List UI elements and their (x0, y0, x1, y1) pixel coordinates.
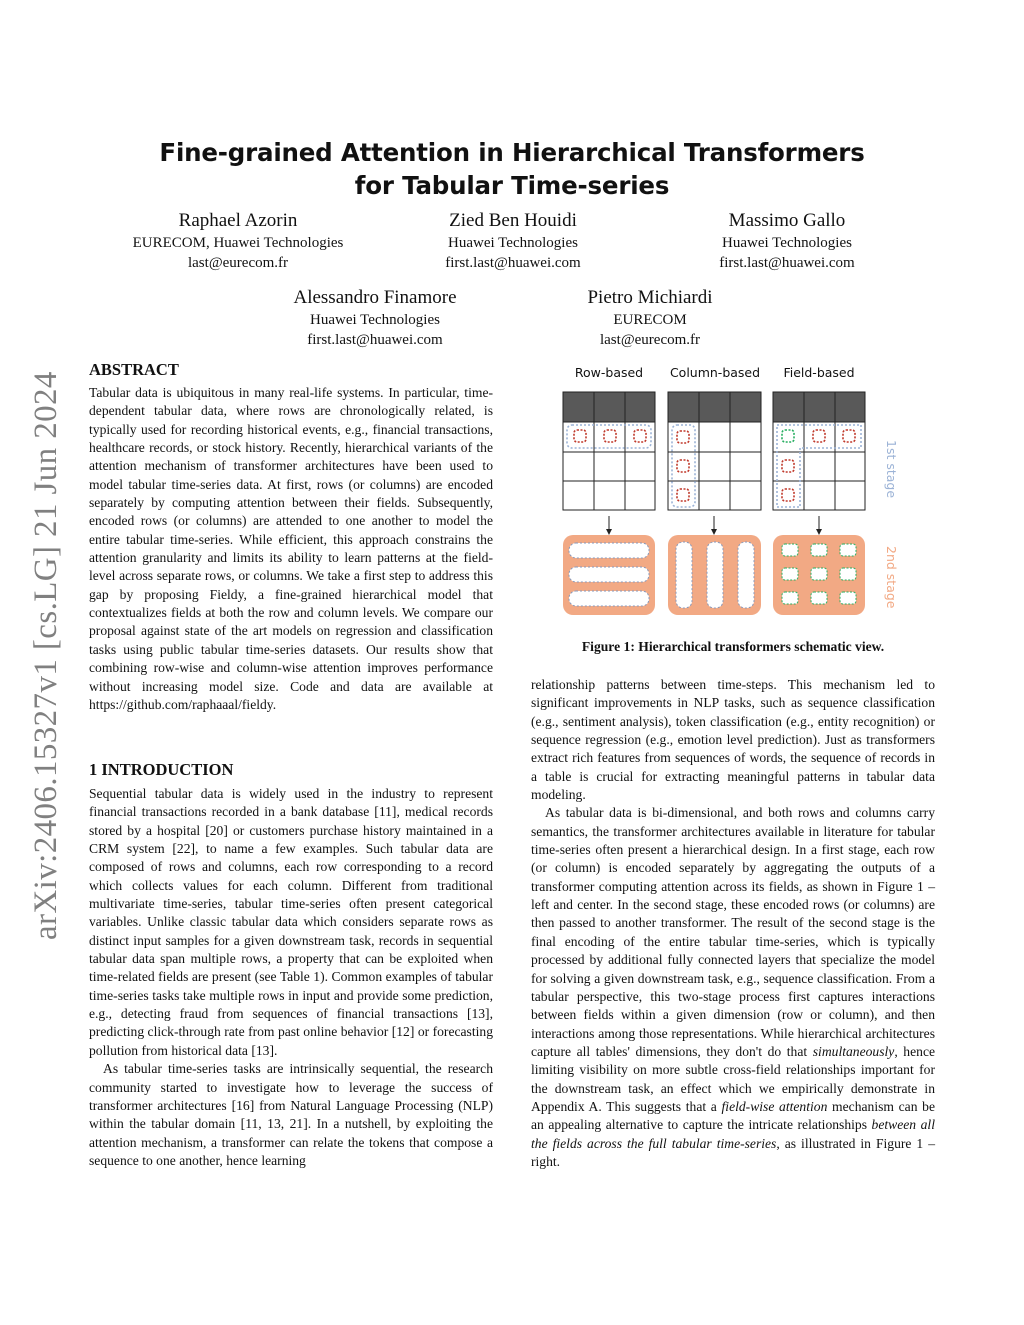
author-block-5 (500, 286, 800, 350)
intro-p4-italic-3: between all the fields across the full tabular time-series (531, 1117, 935, 1151)
author-block-2 (363, 209, 663, 273)
author-name: Zied Ben Houidi (449, 210, 577, 231)
introduction-right-column (531, 676, 935, 1171)
stage-1-label: 1st stage (884, 440, 899, 499)
stage2-column-based (668, 535, 761, 615)
stage-2-label: 2nd stage (884, 546, 899, 609)
stage2-row-based (563, 535, 655, 615)
intro-p4-cont-2: mechanism can be an appealing alternative to capture the intricate relationships (531, 1098, 935, 1133)
abstract-paragraph: Tabular data is ubiquitous in many real-life systems. In particular, time-dependent tabular data, where rows are chronologically related, is typically used for recording historical events, e.g., financial transactions, healthcare records, or stock history. Recently, hierarchical variants of the attention mechanism of transformer architectures have been used to model tabular time-series data. At first, rows (or columns) are encoded separately by computing attention between their fields. Subsequently, encoded rows (or columns) are attended to one another to model the entire tabular time-series. While efficient, this approach constrains the attention granularity and limits its ability to learn patterns at the field-level across separate rows, or columns. We take a first step to address this gap by proposing Fieldy, a fine-grained hierarchical model that contextualizes fields at both the row and column levels. We compare our proposal against state of the art models on regression and classification tasks using public tabular time-series datasets. Our results show that combining row-wise and column-wise attention improves performance without increasing model size. Code and data are available at https://github.com/raphaaal/fieldy. (89, 385, 493, 712)
table-row-based (563, 392, 655, 510)
title-line-2: for Tabular Time-series (354, 171, 670, 200)
figure-1-caption: Figure 1: Hierarchical transformers schematic view. (581, 639, 885, 654)
author-block-1 (88, 209, 388, 273)
intro-paragraph-2: As tabular time-series tasks are intrinsically sequential, the research community started to investigate how to leverage the success of transformer architectures [16] from Natural Language Processing (NLP) within the tabular domain [11, 13, 21]. In a nutshell, by exploiting the attention mechanism, a transformer can relate the tokens that compose a sequence to one another, hence learning (89, 1061, 493, 1168)
arxiv-stamp: arXiv:2406.15327v1 [cs.LG] 21 Jun 2024 (28, 371, 64, 940)
author-name: Raphael Azorin (178, 210, 298, 231)
author-affiliation: EURECOM, Huawei Technologies (132, 235, 344, 251)
title-line-1: Fine-grained Attention in Hierarchical Transformers (159, 138, 865, 167)
author-affiliation: Huawei Technologies (722, 235, 852, 251)
paper-title (0, 136, 1024, 202)
author-affiliation: Huawei Technologies (310, 312, 440, 328)
intro-paragraph-1: Sequential tabular data is widely used in the industry to represent financial transactions recorded in a bank database [11], medical records stored by a hospital [20] or customers purchase history maintained in a CRM system [22], to name a few examples. Such tabular data are composed of rows and columns, each row corresponding to a record which collects values for each column. Different from traditional multivariate time-series, tabular time-series often present categorical variables. Unlike classic tabular data which considers separate rows as distinct input samples for a given downstream task, records in sequential tabular data span multiple rows, a property that can be exploited when time-related fields are present (see Table 1). Common examples of tabular time-series tasks take multiple rows in input and provide some prediction, e.g., detecting fraud from sequences of financial transactions [13], predicting click-through rate from past online behavior [12] or forecasting pollution from historical data [13]. (89, 786, 493, 1058)
author-block-4 (225, 286, 525, 350)
author-name: Massimo Gallo (728, 210, 846, 231)
intro-p4-italic: simultaneously (812, 1043, 895, 1059)
intro-paragraph-4 (531, 804, 935, 1171)
stage2-field-based (773, 535, 865, 615)
abstract-heading: ABSTRACT (89, 360, 179, 379)
intro-p4-italic-2: field-wise attention (721, 1098, 828, 1114)
author-email: first.last@huawei.com (719, 255, 855, 271)
author-name: Alessandro Finamore (293, 287, 457, 308)
intro-p4-text: As tabular data is bi-dimensional, and both rows and columns carry semantics, the transformer architectures available in literature for tabular time-series often present a hierarchical design. In a first stage, each row (or column) is encoded separately by aggregating the outputs of a transformer computing attention across its fields, as shown in Figure 1 – left and center. In the second stage, these encoded rows (or columns) are then passed to another transformer. The result of the second stage is the final encoding of the entire tabular time-series, which is typically processed by additional fully connected layers that specialize the model for solving a given downstream task, e.g., sequence classification. From a tabular perspective, this two-stage process first captures interactions between fields within a given dimension (row or column), and then interactions among those representations. While hierarchical architectures capture all tables' dimensions, they don't do that (531, 805, 935, 1059)
intro-p4-cont: , hence limiting visibility on more subtle cross-field relationships important for the downstream task, an effect which we empirically demonstrate in Appendix A. This suggests that a (531, 1043, 936, 1114)
author-email: last@eurecom.fr (599, 332, 701, 348)
figure-1 (555, 358, 915, 616)
introduction-heading: 1 INTRODUCTION (89, 760, 234, 779)
table-field-based (773, 392, 865, 510)
abstract-text (89, 384, 493, 714)
panel-label-column: Column-based (669, 365, 761, 380)
author-email: first.last@huawei.com (307, 332, 443, 348)
author-affiliation: EURECOM (613, 312, 687, 328)
table-column-based (668, 392, 761, 510)
author-name: Pietro Michiardi (587, 287, 713, 308)
author-email: last@eurecom.fr (187, 255, 289, 271)
intro-paragraph-3: relationship patterns between time-steps. This mechanism led to significant improvements in NLP tasks, such as sequence classification (e.g., sentiment analysis), token classification (e.g., entity recognition) or sequence regression (e.g., emotion level prediction). Just as transformers extract rich features from sequences of words, the sequence of records in a table is crucial for extracting meaningful patterns in tabular data modeling. (531, 677, 935, 803)
introduction-left-column (89, 785, 493, 1170)
author-block-3 (637, 209, 937, 273)
intro-p4-end: , as illustrated in Figure 1 – right. (531, 1135, 935, 1169)
author-affiliation: Huawei Technologies (448, 235, 578, 251)
author-email: first.last@huawei.com (445, 255, 581, 271)
panel-label-row: Row-based (574, 365, 644, 380)
panel-label-field: Field-based (783, 365, 855, 380)
